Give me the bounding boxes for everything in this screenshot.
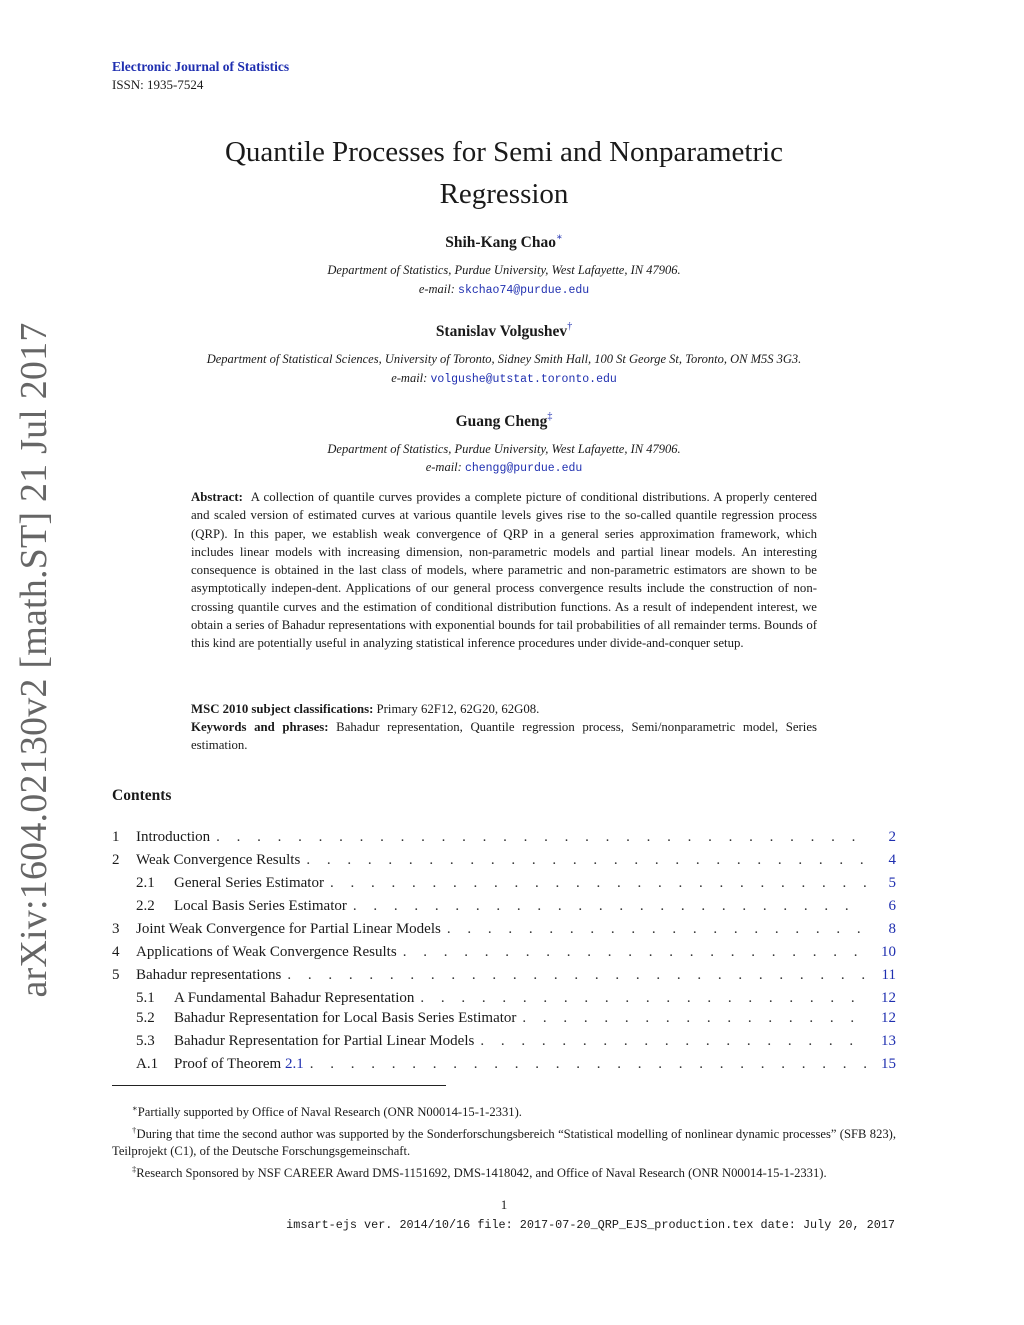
journal-name-link[interactable]: Electronic Journal of Statistics xyxy=(112,59,290,74)
toc-leader-dots xyxy=(420,990,866,1007)
author-2-footnote-mark[interactable]: † xyxy=(567,321,573,332)
toc-label: Weak Convergence Results xyxy=(136,852,301,868)
toc-number: 1 xyxy=(112,829,120,845)
msc-heading: MSC 2010 subject classifications: xyxy=(191,702,374,716)
toc-leader-dots xyxy=(216,829,866,846)
footnote-rule xyxy=(112,1085,446,1086)
toc-page-link[interactable]: 5 xyxy=(888,875,896,891)
toc-page-link[interactable]: 15 xyxy=(881,1056,896,1072)
author-2-affiliation: Department of Statistical Sciences, University of Toronto, Sidney Smith Hall, 100 St George St, Toronto, ON M5S 3G3. xyxy=(206,352,802,366)
footnote-2 xyxy=(112,1122,896,1161)
footnotes xyxy=(112,1100,896,1182)
toc-number: 5.3 xyxy=(136,1033,155,1049)
toc-entry-fundamental-bahadur[interactable] xyxy=(136,990,896,1012)
toc-leader-dots xyxy=(447,921,866,938)
theorem-ref-link[interactable]: 2.1 xyxy=(284,1056,304,1072)
author-3-name: Guang Cheng xyxy=(455,413,548,430)
author-3-footnote-mark[interactable]: ‡ xyxy=(547,411,553,422)
toc-page-link[interactable]: 10 xyxy=(881,944,896,960)
contents-heading: Contents xyxy=(112,787,172,804)
toc-number: A.1 xyxy=(136,1056,159,1072)
footnote-2-mark: † xyxy=(132,1124,137,1135)
arxiv-stamp: arXiv:1604.02130v2 [math.ST] 21 Jul 2017 xyxy=(13,322,55,998)
email-label: e-mail: xyxy=(425,460,462,474)
toc-leader-dots xyxy=(306,852,866,869)
author-3-email-link[interactable]: chengg@purdue.edu xyxy=(464,462,583,475)
toc-entry-proof-theorem[interactable] xyxy=(136,1056,896,1078)
footnote-2-text: During that time the second author was supported by the Sonderforschungsbereich “Statistical modelling of nonlinear dynamic processes” (SFB 823), Teilprojekt (C1), of the Deutsche Forschungsgemeinschaft. xyxy=(112,1126,897,1159)
toc-entry-general-series[interactable] xyxy=(136,875,896,897)
toc-label: Introduction xyxy=(136,829,211,845)
toc-page-link[interactable]: 13 xyxy=(881,1033,896,1049)
page-number: 1 xyxy=(500,1197,508,1212)
toc-leader-dots xyxy=(330,875,866,892)
toc-number: 3 xyxy=(112,921,120,937)
issn: ISSN: 1935-7524 xyxy=(112,77,204,92)
toc-label: Joint Weak Convergence for Partial Linear Models xyxy=(136,921,441,937)
toc-entry-bahadur[interactable] xyxy=(112,967,896,989)
author-name xyxy=(0,321,1008,341)
toc-leader-dots xyxy=(287,967,866,984)
toc-entry-bahadur-local-basis[interactable] xyxy=(136,1010,896,1032)
toc-label: Bahadur representations xyxy=(136,967,282,983)
footnote-1 xyxy=(112,1100,896,1122)
toc-page-link[interactable]: 2 xyxy=(888,829,896,845)
toc-page-link[interactable]: 8 xyxy=(888,921,896,937)
imsart-footer: imsart-ejs ver. 2014/10/16 file: 2017-07-20_QRP_EJS_production.tex date: July 20, 2017 xyxy=(286,1218,895,1232)
toc-number: 2.2 xyxy=(136,898,155,914)
toc-leader-dots xyxy=(480,1033,866,1050)
toc-leader-dots xyxy=(310,1056,866,1073)
footnote-1-mark: ∗ xyxy=(132,1103,138,1113)
author-3-affiliation: Department of Statistics, Purdue University, West Lafayette, IN 47906. xyxy=(327,442,681,456)
author-1-affiliation: Department of Statistics, Purdue University, West Lafayette, IN 47906. xyxy=(327,263,681,277)
toc-number: 5 xyxy=(112,967,120,983)
toc-label: Bahadur Representation for Local Basis Series Estimator xyxy=(174,1010,517,1026)
paper-title-line-2: Regression xyxy=(439,178,569,210)
toc-number: 2 xyxy=(112,852,120,868)
toc-number: 4 xyxy=(112,944,120,960)
toc-number: 5.2 xyxy=(136,1010,155,1026)
keywords-text: Bahadur representation, Quantile regression process, Semi/nonparametric model, Series estimation. xyxy=(191,720,817,753)
toc-label: Bahadur Representation for Partial Linear Models xyxy=(174,1033,475,1049)
author-1-email-link[interactable]: skchao74@purdue.edu xyxy=(458,284,590,297)
msc-text: Primary 62F12, 62G20, 62G08. xyxy=(376,702,540,716)
abstract-heading: Abstract: xyxy=(191,490,243,504)
author-2-email-link[interactable]: volgushe@utstat.toronto.edu xyxy=(430,373,617,386)
toc-entry-local-basis[interactable] xyxy=(136,898,896,920)
footnote-3 xyxy=(112,1161,896,1183)
author-2-email-line xyxy=(0,371,1008,386)
toc-label: Applications of Weak Convergence Results xyxy=(136,944,397,960)
toc-leader-dots xyxy=(522,1010,866,1027)
toc-label: Local Basis Series Estimator xyxy=(174,898,347,914)
toc-entry-weak-convergence[interactable] xyxy=(112,852,896,874)
toc-page-link[interactable]: 6 xyxy=(888,898,896,914)
email-label: e-mail: xyxy=(418,282,455,296)
paper-title-line-1: Quantile Processes for Semi and Nonparametric xyxy=(224,136,784,168)
keywords xyxy=(191,718,817,755)
author-2-name: Stanislav Volgushev xyxy=(435,323,568,340)
author-1-footnote-mark[interactable]: ∗ xyxy=(555,232,563,243)
author-name xyxy=(0,411,1008,431)
footnote-1-text: Partially supported by Office of Naval Research (ONR N00014-15-1-2331). xyxy=(137,1105,522,1119)
toc-label: General Series Estimator xyxy=(174,875,324,891)
abstract-text: A collection of quantile curves provides a complete picture of conditional distributions. A properly centered and scaled version of estimated curves at various quantile levels gives rise to the so-called quantile regression process (QRP). In this paper, we establish weak convergence of QRP in a general series approximation framework, which includes linear models with increasing dimension, non-parametric models and partial linear models. An interesting consequence is obtained in the last class of models, where parametric and non-parametric estimators are shown to be asymptotically indepen-dent. Applications of our general process convergence results include the construction of non-crossing quantile curves and the estimation of conditional distribution functions. As a result of independent interest, we obtain a series of Bahadur representations with exponential bounds for tail probabilities of all remainder terms. Bounds of this kind are potentially useful in analyzing statistical inference procedures under divide-and-conquer setup. xyxy=(191,490,817,651)
toc-entry-bahadur-partial-linear[interactable] xyxy=(136,1033,896,1055)
toc-label-text: Proof of Theorem xyxy=(174,1056,282,1072)
author-1-email-line xyxy=(0,282,1008,297)
author-1-name: Shih-Kang Chao xyxy=(445,234,556,251)
author-3-email-line xyxy=(0,460,1008,475)
toc-label: A Fundamental Bahadur Representation xyxy=(174,990,415,1006)
author-name xyxy=(0,232,1008,252)
email-label: e-mail: xyxy=(391,371,428,385)
keywords-heading: Keywords and phrases: xyxy=(191,720,329,734)
toc-entry-joint-weak-convergence[interactable] xyxy=(112,921,896,943)
toc-page-link[interactable]: 12 xyxy=(881,1010,896,1026)
abstract xyxy=(191,488,817,653)
footnote-3-mark: ‡ xyxy=(132,1163,137,1174)
toc-number: 2.1 xyxy=(136,875,155,891)
toc-number: 5.1 xyxy=(136,990,155,1006)
toc-page-link[interactable]: 11 xyxy=(881,967,896,983)
toc-entry-applications[interactable] xyxy=(112,944,896,966)
toc-leader-dots xyxy=(403,944,866,961)
msc-classifications xyxy=(191,700,817,718)
toc-page-link[interactable]: 4 xyxy=(888,852,896,868)
toc-leader-dots xyxy=(353,898,866,915)
toc-page-link[interactable]: 12 xyxy=(881,990,896,1006)
toc-label xyxy=(174,1056,310,1073)
toc-entry-introduction[interactable] xyxy=(112,829,896,851)
footnote-3-text: Research Sponsored by NSF CAREER Award DMS-1151692, DMS-1418042, and Office of Naval Research (ONR N00014-15-1-2331). xyxy=(136,1165,827,1180)
